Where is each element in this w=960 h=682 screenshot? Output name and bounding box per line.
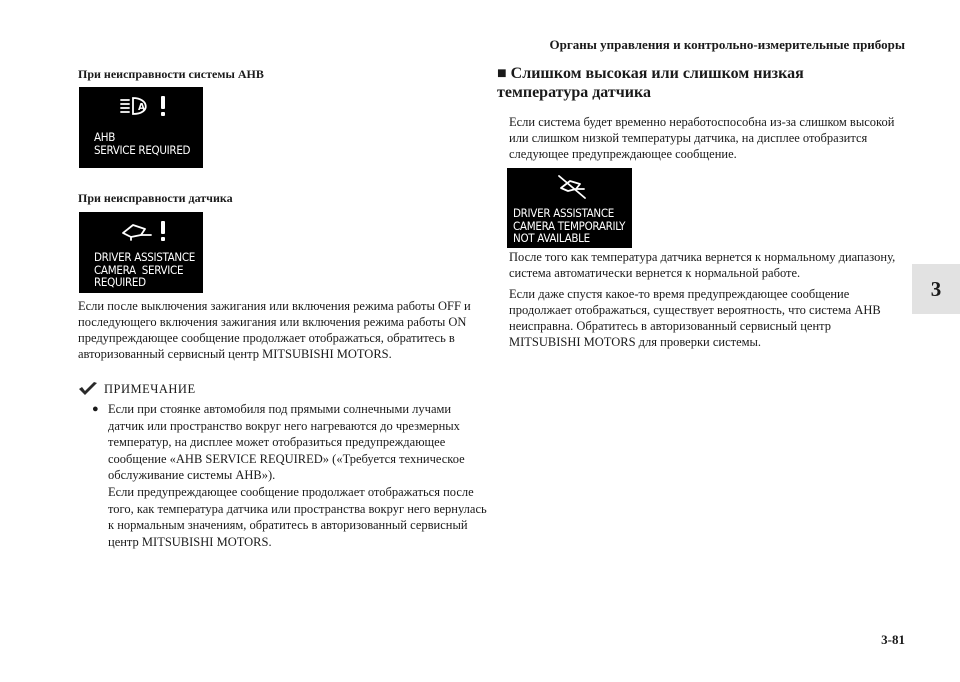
note-bullet-item: [92, 401, 487, 550]
body-text: Если система будет временно неработоспособна из-за слишком высокой или слишком низкой температуры датчика, на дисплее отобразится следующее предупреждающее сообщение.: [509, 115, 895, 161]
body-text: Если даже спустя какое-то время предупреждающее сообщение продолжает отображаться, существует вероятность, что система AHB неисправна. Обратитесь в авторизованный сервисный центр MITSUBISHI MOTORS для проверки системы.: [509, 287, 881, 349]
display-camera-unavailable: [507, 168, 632, 248]
note-check-icon: [78, 381, 98, 397]
chapter-tab: 3: [912, 264, 960, 314]
camera-crossed-icon: [557, 174, 587, 200]
section-title: [497, 64, 897, 102]
section-marker: ■: [497, 65, 507, 82]
right-paragraph-1: [509, 114, 901, 162]
camera-icon: [121, 221, 153, 241]
display-icons: [121, 220, 167, 242]
body-text: Если после выключения зажигания или включения режима работы OFF и последующего включения зажигания или включения режима работы ON предупреждающее сообщение продолжает отображаться, обратитесь в авторизованный сервисный центр MITSUBISHI MOTORS.: [78, 299, 471, 361]
body-text: После того как температура датчика вернется к нормальному диапазону, система автоматически вернется к нормальной работе.: [509, 250, 896, 280]
display-message: DRIVER ASSISTANCE CAMERA SERVICE REQUIRED: [94, 250, 196, 289]
warning-exclamation-icon: [159, 220, 167, 242]
bullet-icon: ●: [92, 403, 99, 415]
display-icons: [119, 95, 167, 117]
display-ahb-service: [79, 87, 203, 168]
note-title: ПРИМЕЧАНИЕ: [104, 381, 196, 396]
note-content: [92, 401, 487, 550]
note-text-1: Если при стоянке автомобиля под прямыми солнечными лучами датчик или пространство вокруг него нагреваются до чрезмерных температур, на дисплее может отобразиться предупреждающее сообщение «AHB SERVICE REQUIRED» («Требуется техническое обслуживание системы AHB»).: [108, 402, 465, 483]
warning-exclamation-icon: [159, 95, 167, 117]
display-message: DRIVER ASSISTANCE CAMERA TEMPORARILY NOT AVAILABLE: [513, 206, 626, 245]
note-heading: [78, 381, 196, 397]
right-paragraph-2: [509, 249, 901, 281]
left-paragraph: [78, 298, 488, 362]
subhead-ahb-malfunction: При неисправности системы AHB: [78, 67, 264, 81]
right-paragraph-3: [509, 286, 901, 350]
page-number: 3-81: [881, 632, 905, 647]
headlight-auto-icon: [119, 95, 153, 117]
display-message: AHB SERVICE REQUIRED: [94, 130, 191, 157]
note-text: [108, 401, 487, 550]
note-text-2: Если предупреждающее сообщение продолжает отображаться после того, как температура датчика или пространства вокруг него вернулась к нормальным значениям, обратитесь в авторизованный сервисный центр MITSUBISHI MOTORS.: [108, 484, 487, 549]
page-header: Органы управления и контрольно-измерительные приборы: [549, 37, 905, 52]
section-title-text: Слишком высокая или слишком низкая температура датчика: [497, 65, 804, 101]
display-icons: [557, 174, 587, 200]
subhead-sensor-malfunction: При неисправности датчика: [78, 191, 233, 205]
display-camera-service: [79, 212, 203, 293]
svg-text:A: A: [138, 102, 145, 113]
